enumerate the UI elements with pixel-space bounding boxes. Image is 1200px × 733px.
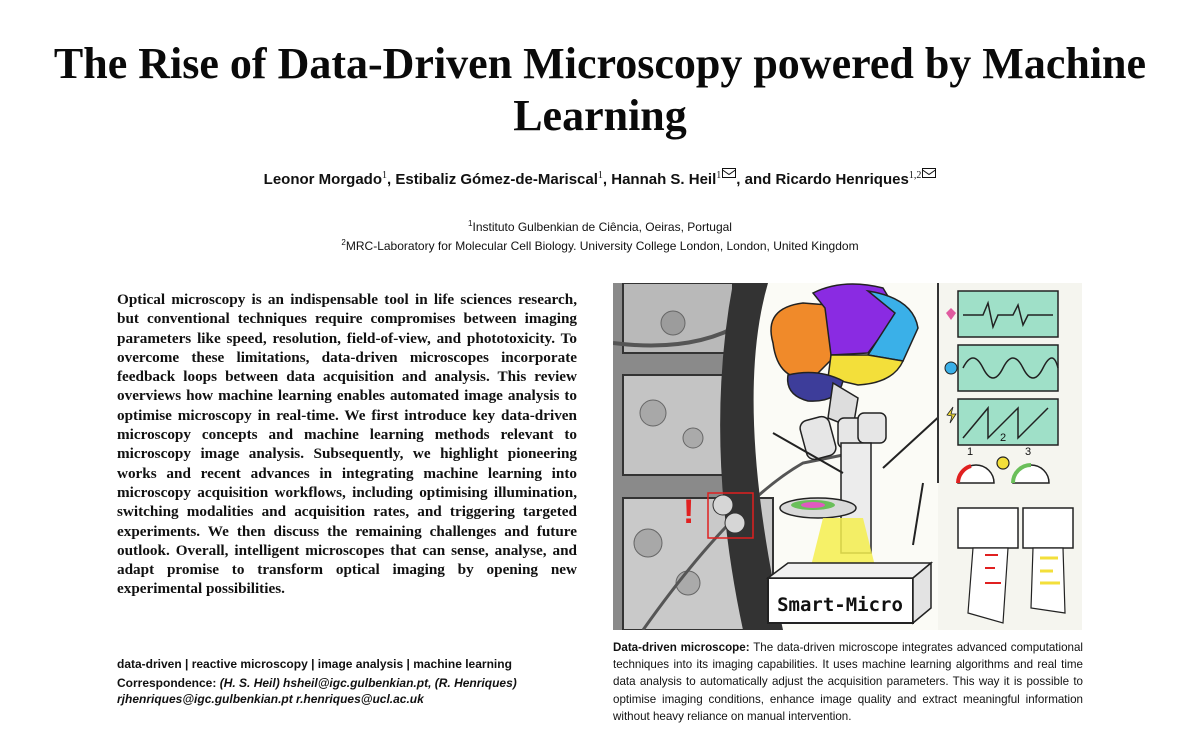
author-affiliation: 1: [597, 170, 603, 181]
correspondence: [117, 675, 587, 707]
microscope-illustration: [773, 383, 943, 578]
alert-mark: !: [683, 493, 695, 531]
author-list: Leonor Morgado$^1$, Estibaliz Gómez-de-Mariscal$^1$, Hannah S. Heil$^1$ , and Ricardo Henriques$^{1,2}$: [0, 170, 1200, 188]
control-panel: [938, 283, 1082, 630]
correspondence-label: Correspondence:: [117, 676, 217, 690]
smart-micro-label: Smart-Micro: [777, 594, 903, 616]
clock-icon: [945, 362, 957, 374]
correspondence-emails: (H. S. Heil) hsheil@igc.gulbenkian.pt, (R. Henriques) rjhenriques@igc.gulbenkian.pt r.henriques@ucl.ac.uk: [117, 676, 517, 706]
author-affiliation: 1: [716, 170, 722, 181]
paper-title: The Rise of Data-Driven Microscopy powered by Machine Learning: [53, 39, 1147, 140]
keywords: data-driven | reactive microscopy | image analysis | machine learning: [117, 657, 512, 671]
author-affiliation: 1,2: [908, 170, 922, 181]
affiliations: [0, 216, 1200, 254]
brain-illustration: [771, 284, 918, 401]
email-icon: [922, 168, 936, 178]
abstract: Optical microscopy is an indispensable tool in life sciences research, but conventional techniques require compromises between imaging parameters like speed, resolution, field-of-view, and phototoxicity. To overcome these limitations, data-driven microscopes incorporate feedback loops between data acquisition and analysis. This review overviews how machine learning enables automated image analysis to optimise microscopy in real-time. We first introduce key data-driven microscopy concepts and machine learning methods relevant to microscopy image analysis. Subsequently, we highlight pioneering works and recent advances in integrating machine learning into microscopy acquisition workflows, including optimising illumination, switching modalities and acquisition rates, and triggering targeted experiments. We then discuss the remaining challenges and future outlook. Overall, intelligent microscopes that can sense, analyse, and adapt promise to transform optical imaging by opening new experimental possibilities.: [117, 291, 577, 598]
caption-text: The data-driven microscope integrates advanced computational techniques into its imaging capabilities. It uses machine learning algorithms and real time data analysis to automatically adjust the acquisition parameters. This way it is possible to optimise imaging conditions, enhance image quality and extract meaningful information without heavy reliance on manual intervention.: [613, 641, 1083, 723]
dial-number: 2: [1000, 432, 1007, 444]
author-name: Estibaliz Gómez-de-Mariscal: [395, 171, 598, 188]
affiliation-line: $^2$MRC-Laboratory for Molecular Cell Biology. University College London, London, United Kingdom: [341, 238, 859, 253]
email-icon: [722, 168, 736, 178]
author-name: Hannah S. Heil: [611, 171, 717, 188]
author-name: Ricardo Henriques: [775, 171, 909, 188]
smart-microscope-drawing: [613, 283, 1082, 630]
author-affiliation: 1: [382, 170, 387, 181]
caption-label: Data-driven microscope:: [613, 641, 750, 654]
figure-illustration: [613, 283, 1082, 630]
dial-number: 1: [967, 446, 974, 458]
author-name: Leonor Morgado: [263, 171, 382, 188]
affiliation-line: $^1$Instituto Gulbenkian de Ciência, Oeiras, Portugal: [468, 219, 732, 234]
dial-number: 3: [1025, 446, 1032, 458]
figure-caption: [613, 639, 1083, 725]
